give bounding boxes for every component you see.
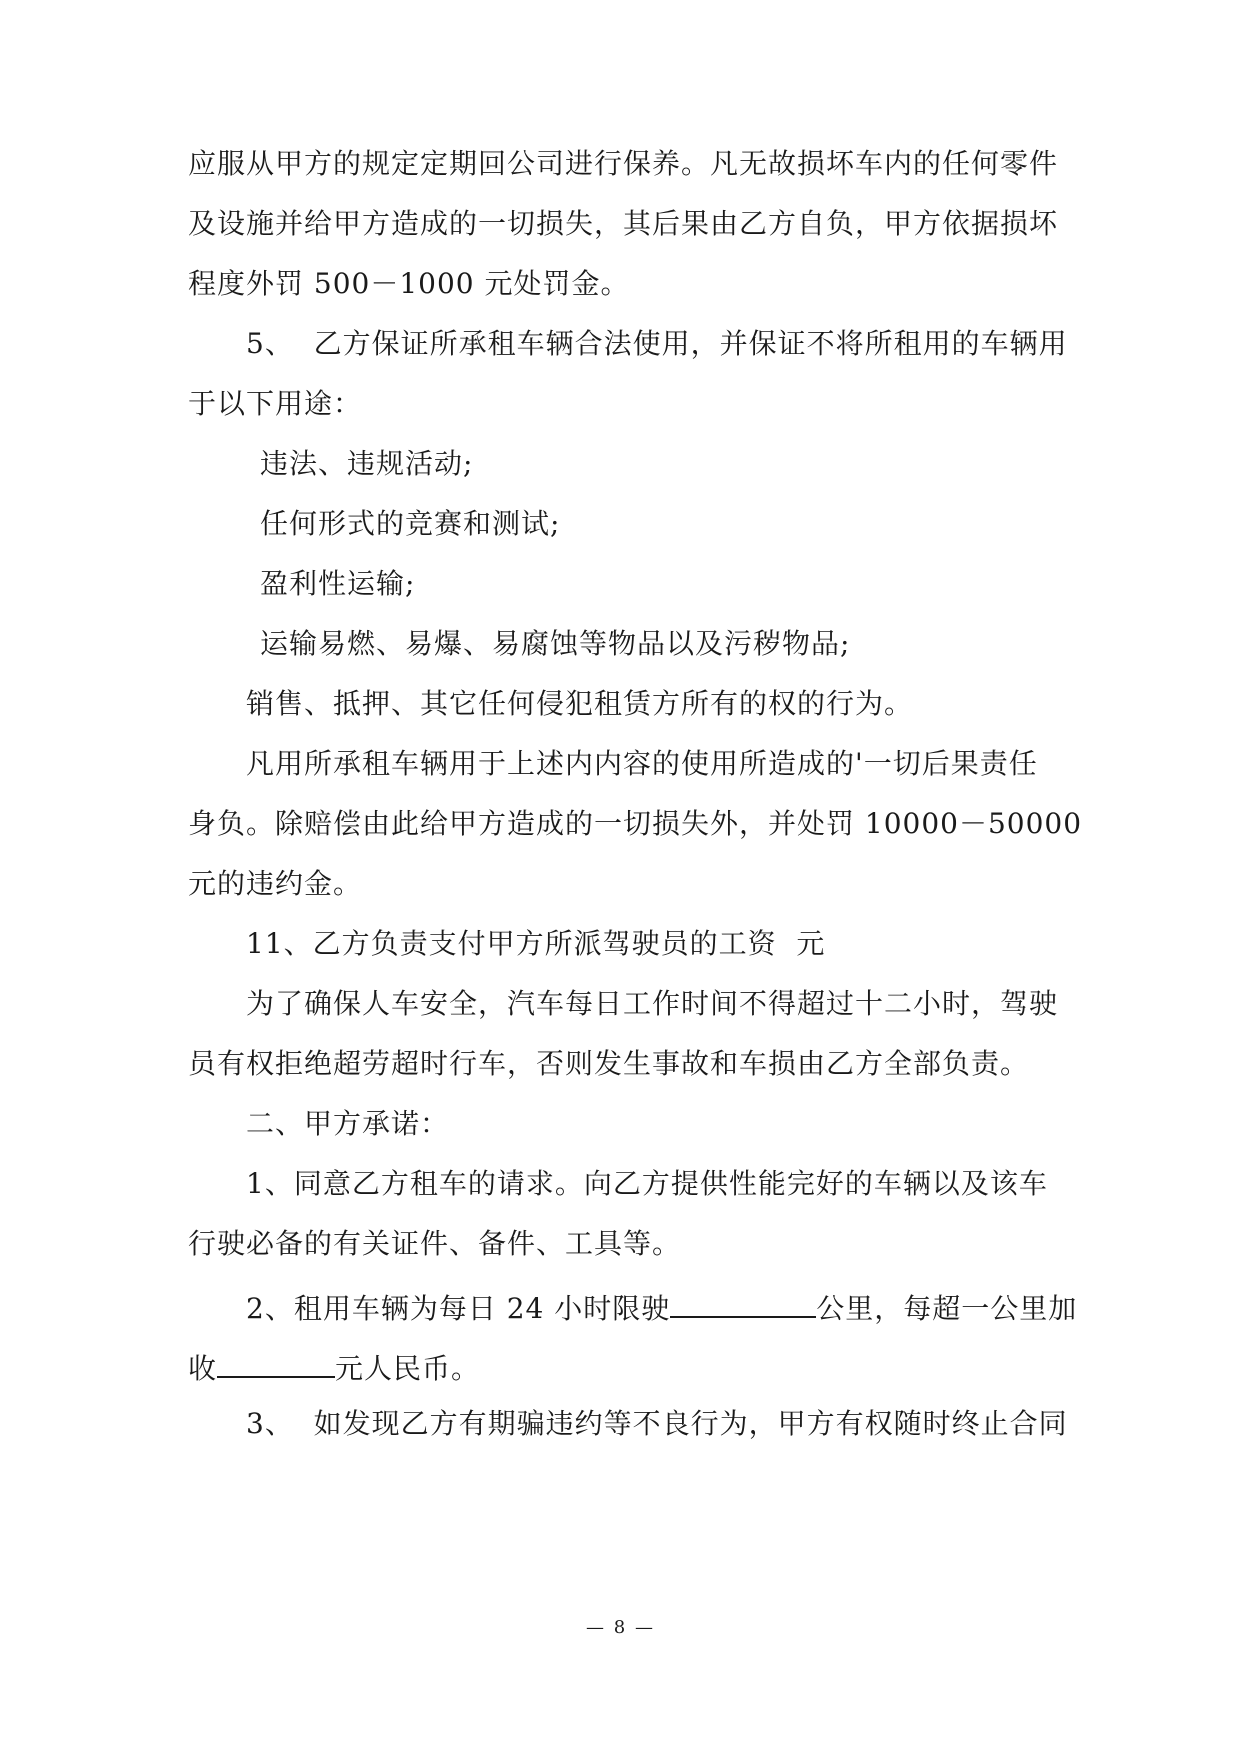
text-line: 3、 如发现乙方有期骗违约等不良行为，甲方有权随时终止合同 — [246, 1407, 1068, 1440]
text-line-mileage — [246, 1284, 1077, 1324]
text-line: 及设施并给甲方造成的一切损失，其后果由乙方自负，甲方依据损坏 — [188, 207, 1059, 240]
fill-in-blank — [217, 1344, 335, 1378]
text-line: 1、同意乙方租车的请求。向乙方提供性能完好的车辆以及该车 — [246, 1167, 1048, 1200]
text-line: 凡用所承租车辆用于上述内内容的使用所造成的'一切后果责任 — [246, 747, 1038, 780]
text-line: 应服从甲方的规定定期回公司进行保养。凡无故损坏车内的任何零件 — [188, 147, 1059, 180]
text-line: 身负。除赔偿由此给甲方造成的一切损失外，并处罚 10000－50000 — [188, 807, 1083, 840]
fill-in-blank — [670, 1284, 816, 1318]
text-line: 元的违约金。 — [188, 867, 363, 900]
text-line-fee — [188, 1344, 480, 1384]
text-segment: 2、租用车辆为每日 24 小时限驶 — [246, 1292, 671, 1325]
text-line: 二、甲方承诺： — [246, 1107, 450, 1140]
text-line: 运输易燃、易爆、易腐蚀等物品以及污秽物品; — [260, 627, 851, 660]
text-line: 于以下用途： — [188, 387, 363, 420]
text-segment: 公里，每超一公里加 — [816, 1292, 1078, 1325]
text-line: 员有权拒绝超劳超时行车，否则发生事故和车损由乙方全部负责。 — [188, 1047, 1030, 1080]
text-line: 任何形式的竞赛和测试; — [260, 507, 561, 540]
text-line: 程度外罚 500－1000 元处罚金。 — [188, 267, 630, 300]
text-line: 为了确保人车安全，汽车每日工作时间不得超过十二小时，驾驶 — [246, 987, 1059, 1020]
text-segment: 元人民币。 — [335, 1352, 481, 1385]
text-line: 盈利性运输; — [260, 567, 416, 600]
text-line: 违法、违规活动; — [260, 447, 474, 480]
text-segment: 收 — [188, 1352, 218, 1385]
page-number: — 8 — — [586, 1617, 655, 1638]
text-line: 销售、抵押、其它任何侵犯租赁方所有的权的行为。 — [246, 687, 914, 720]
text-line: 11、乙方负责支付甲方所派驾驶员的工资 元 — [246, 927, 826, 960]
text-line: 5、 乙方保证所承租车辆合法使用，并保证不将所租用的车辆用 — [246, 327, 1068, 360]
text-line: 行驶必备的有关证件、备件、工具等。 — [188, 1227, 682, 1260]
